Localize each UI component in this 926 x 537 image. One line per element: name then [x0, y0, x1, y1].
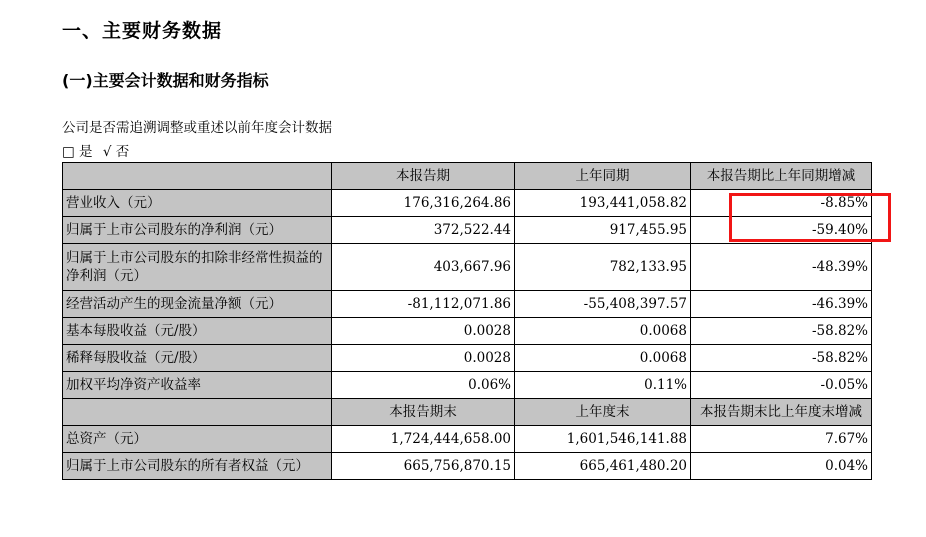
change-value: -48.39%: [691, 244, 872, 291]
prior-value: 193,441,058.82: [515, 190, 691, 217]
current-value: -81,112,071.86: [332, 291, 515, 318]
restate-options: [62, 140, 135, 160]
row-label: 归属于上市公司股东的所有者权益（元）: [63, 453, 332, 480]
prior-value: 1,601,546,141.88: [515, 426, 691, 453]
change-value: -58.82%: [691, 345, 872, 372]
current-value: 0.0028: [332, 318, 515, 345]
table-row: [63, 345, 872, 372]
current-value: 403,667.96: [332, 244, 515, 291]
restate-question: 公司是否需追溯调整或重述以前年度会计数据: [62, 120, 332, 136]
option-yes: □ 是: [62, 144, 93, 160]
subsection-heading: (一)主要会计数据和财务指标: [62, 71, 269, 90]
prior-value: -55,408,397.57: [515, 291, 691, 318]
current-value: 372,522.44: [332, 217, 515, 244]
table-row: [63, 244, 872, 291]
current-value: 1,724,444,658.00: [332, 426, 515, 453]
prior-value: 0.0068: [515, 318, 691, 345]
row-label: 营业收入（元）: [63, 190, 332, 217]
table-row: [63, 453, 872, 480]
column-header: 本报告期: [332, 163, 515, 190]
header-corner: [63, 399, 332, 426]
row-label: 加权平均净资产收益率: [63, 372, 332, 399]
row-label: 总资产（元）: [63, 426, 332, 453]
column-header: 本报告期末比上年度末增减: [691, 399, 872, 426]
current-value: 665,756,870.15: [332, 453, 515, 480]
change-value: -59.40%: [691, 217, 872, 244]
change-value: -46.39%: [691, 291, 872, 318]
prior-value: 665,461,480.20: [515, 453, 691, 480]
change-value: 7.67%: [691, 426, 872, 453]
current-value: 176,316,264.86: [332, 190, 515, 217]
row-label: 归属于上市公司股东的扣除非经常性损益的净利润（元）: [63, 244, 332, 291]
table-header-row: [63, 399, 872, 426]
prior-value: 782,133.95: [515, 244, 691, 291]
table-row: [63, 426, 872, 453]
column-header: 本报告期比上年同期增减: [691, 163, 872, 190]
change-value: -58.82%: [691, 318, 872, 345]
row-label: 稀释每股收益（元/股）: [63, 345, 332, 372]
change-value: -8.85%: [691, 190, 872, 217]
current-value: 0.06%: [332, 372, 515, 399]
section-heading: 一、主要财务数据: [62, 20, 223, 42]
row-label: 基本每股收益（元/股）: [63, 318, 332, 345]
option-no: √ 否: [102, 144, 130, 160]
prior-value: 0.0068: [515, 345, 691, 372]
column-header: 上年度末: [515, 399, 691, 426]
current-value: 0.0028: [332, 345, 515, 372]
table-row: [63, 291, 872, 318]
change-value: 0.04%: [691, 453, 872, 480]
row-label: 归属于上市公司股东的净利润（元）: [63, 217, 332, 244]
prior-value: 0.11%: [515, 372, 691, 399]
table-row: [63, 372, 872, 399]
row-label: 经营活动产生的现金流量净额（元）: [63, 291, 332, 318]
table-row: [63, 318, 872, 345]
header-corner: [63, 163, 332, 190]
prior-value: 917,455.95: [515, 217, 691, 244]
column-header: 本报告期末: [332, 399, 515, 426]
table-header-row: [63, 163, 872, 190]
column-header: 上年同期: [515, 163, 691, 190]
change-value: -0.05%: [691, 372, 872, 399]
highlight-box: [729, 193, 891, 242]
